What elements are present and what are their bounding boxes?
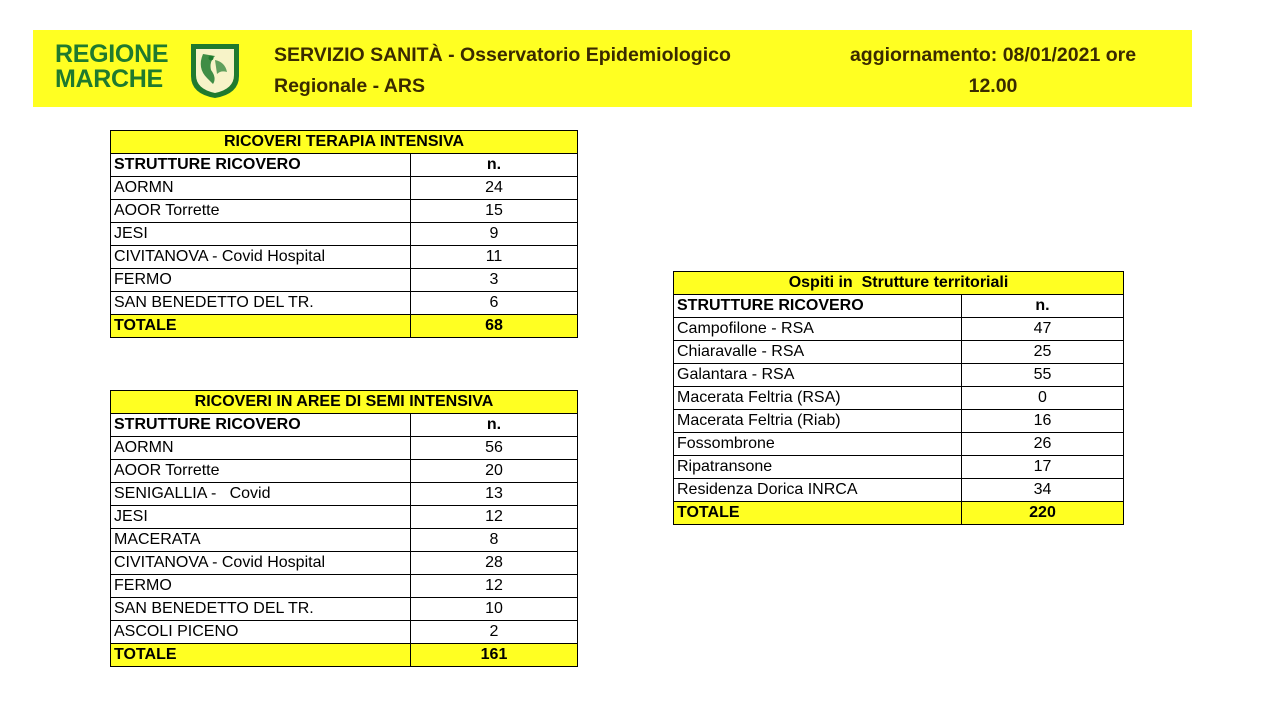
struttura-name: JESI (111, 223, 411, 246)
struttura-count: 13 (411, 483, 578, 506)
struttura-name: Residenza Dorica INRCA (674, 479, 962, 502)
struttura-count: 47 (962, 318, 1124, 341)
struttura-name: FERMO (111, 269, 411, 292)
table-row (674, 387, 1124, 410)
struttura-name: SAN BENEDETTO DEL TR. (111, 292, 411, 315)
struttura-count: 34 (962, 479, 1124, 502)
table-row (111, 269, 578, 292)
table-strutture-territoriali (673, 271, 1124, 525)
logo-line-2: MARCHE (55, 65, 163, 93)
struttura-count: 15 (411, 200, 578, 223)
header-title (274, 40, 731, 102)
table-title: RICOVERI IN AREE DI SEMI INTENSIVA (111, 391, 578, 414)
total-value: 68 (411, 315, 578, 338)
struttura-count: 25 (962, 341, 1124, 364)
struttura-count: 26 (962, 433, 1124, 456)
table-row (111, 552, 578, 575)
header-title-line-2: Regionale - ARS (274, 75, 425, 97)
struttura-count: 0 (962, 387, 1124, 410)
struttura-count: 8 (411, 529, 578, 552)
table-row (111, 223, 578, 246)
column-header-struttura: STRUTTURE RICOVERO (674, 295, 962, 318)
table-row (674, 479, 1124, 502)
table-title: RICOVERI TERAPIA INTENSIVA (111, 131, 578, 154)
table-row (111, 506, 578, 529)
logo-line-1: REGIONE (55, 40, 169, 68)
struttura-name: Campofilone - RSA (674, 318, 962, 341)
struttura-count: 12 (411, 575, 578, 598)
table-row (111, 621, 578, 644)
table-row (674, 456, 1124, 479)
total-label: TOTALE (111, 315, 411, 338)
struttura-name: ASCOLI PICENO (111, 621, 411, 644)
total-row (111, 315, 578, 338)
struttura-count: 28 (411, 552, 578, 575)
table-row (674, 410, 1124, 433)
column-header-n: n. (411, 414, 578, 437)
struttura-name: SAN BENEDETTO DEL TR. (111, 598, 411, 621)
table-row (111, 200, 578, 223)
struttura-name: Ripatransone (674, 456, 962, 479)
struttura-count: 12 (411, 506, 578, 529)
struttura-count: 17 (962, 456, 1124, 479)
total-label: TOTALE (674, 502, 962, 525)
struttura-count: 10 (411, 598, 578, 621)
regione-marche-logo (55, 40, 255, 100)
struttura-name: CIVITANOVA - Covid Hospital (111, 246, 411, 269)
table-row (111, 483, 578, 506)
struttura-name: Fossombrone (674, 433, 962, 456)
table-row (111, 575, 578, 598)
column-header-struttura: STRUTTURE RICOVERO (111, 414, 411, 437)
struttura-name: SENIGALLIA - Covid (111, 483, 411, 506)
table-row (111, 460, 578, 483)
table-terapia-intensiva (110, 130, 578, 338)
table-row (674, 341, 1124, 364)
struttura-name: JESI (111, 506, 411, 529)
table-row (111, 437, 578, 460)
struttura-count: 6 (411, 292, 578, 315)
total-label: TOTALE (111, 644, 411, 667)
struttura-count: 20 (411, 460, 578, 483)
struttura-name: FERMO (111, 575, 411, 598)
struttura-count: 56 (411, 437, 578, 460)
table-row (111, 246, 578, 269)
marche-emblem-icon (187, 40, 243, 100)
struttura-name: Galantara - RSA (674, 364, 962, 387)
struttura-count: 16 (962, 410, 1124, 433)
table-row (111, 598, 578, 621)
column-header-n: n. (962, 295, 1124, 318)
table-semi-intensiva (110, 390, 578, 667)
total-row (674, 502, 1124, 525)
struttura-name: CIVITANOVA - Covid Hospital (111, 552, 411, 575)
struttura-count: 11 (411, 246, 578, 269)
struttura-count: 2 (411, 621, 578, 644)
struttura-count: 55 (962, 364, 1124, 387)
struttura-name: Macerata Feltria (RSA) (674, 387, 962, 410)
total-value: 220 (962, 502, 1124, 525)
total-row (111, 644, 578, 667)
table-row (674, 364, 1124, 387)
table-row (111, 292, 578, 315)
column-header-struttura: STRUTTURE RICOVERO (111, 154, 411, 177)
column-header-n: n. (411, 154, 578, 177)
table-row (111, 529, 578, 552)
struttura-count: 24 (411, 177, 578, 200)
struttura-name: AORMN (111, 437, 411, 460)
struttura-name: AORMN (111, 177, 411, 200)
update-line-1: aggiornamento: 08/01/2021 ore (849, 44, 1137, 66)
update-timestamp (803, 40, 1183, 102)
update-line-2: 12.00 (968, 75, 1018, 97)
total-value: 161 (411, 644, 578, 667)
struttura-name: Macerata Feltria (Riab) (674, 410, 962, 433)
header-banner (33, 30, 1192, 107)
struttura-name: AOOR Torrette (111, 200, 411, 223)
struttura-name: AOOR Torrette (111, 460, 411, 483)
struttura-name: MACERATA (111, 529, 411, 552)
logo-text (55, 42, 168, 92)
struttura-count: 9 (411, 223, 578, 246)
table-row (674, 433, 1124, 456)
table-title: Ospiti in Strutture territoriali (674, 272, 1124, 295)
table-row (674, 318, 1124, 341)
header-title-line-1: SERVIZIO SANITÀ - Osservatorio Epidemiologico (274, 44, 731, 66)
struttura-name: Chiaravalle - RSA (674, 341, 962, 364)
table-row (111, 177, 578, 200)
struttura-count: 3 (411, 269, 578, 292)
